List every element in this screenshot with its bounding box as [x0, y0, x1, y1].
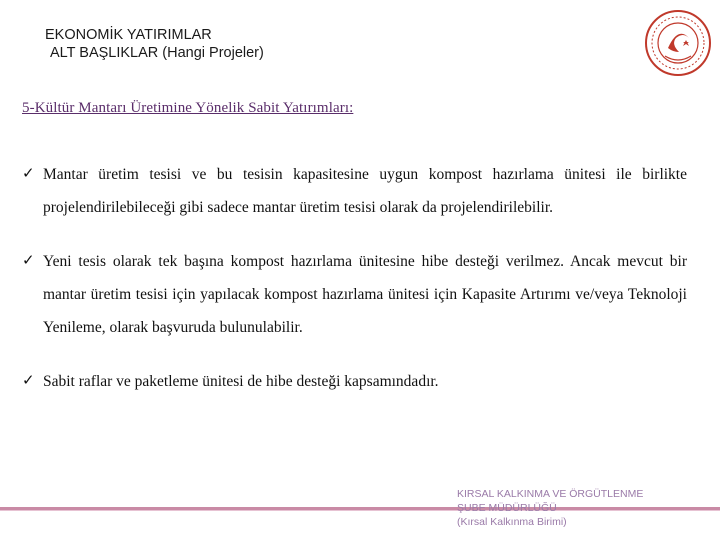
checkmark-icon: ✓ [22, 166, 35, 182]
list-item-text: Yeni tesis olarak tek başına kompost hazırlama ünitesine hibe desteği verilmez. Ancak mevcut bir mantar üretim tesisi için yapılacak kompost hazırlama ünitesi için Kapasite Artırımı ve/veya Teknoloji Yenileme, olarak başvuruda bulunulabilir. [43, 253, 687, 336]
checkmark-icon: ✓ [22, 253, 35, 269]
list-item [22, 245, 687, 344]
header-subtitle: ALT BAŞLIKLAR (Hangi Projeler) [50, 45, 264, 61]
footer-line-3: (Kırsal Kalkınma Birimi) [457, 516, 567, 528]
ministry-seal-icon [643, 8, 713, 78]
list-item-text: Mantar üretim tesisi ve bu tesisin kapasitesine uygun kompost hazırlama ünitesi ile birlikte projelendirilebileceği gibi sadece mantar üretim tesisi olarak da projelendirilebilir. [43, 166, 687, 216]
header-title: EKONOMİK YATIRIMLAR [45, 27, 212, 43]
header-block [45, 26, 264, 62]
list-item-text: Sabit raflar ve paketleme ünitesi de hibe desteği kapsamındadır. [43, 373, 439, 390]
section-title: 5-Kültür Mantarı Üretimine Yönelik Sabit Yatırımları: [22, 100, 354, 116]
list-item [22, 158, 687, 224]
checkmark-icon: ✓ [22, 373, 35, 389]
bullet-list [22, 158, 687, 398]
footer-line-2: ŞUBE MÜDÜRLÜĞÜ [457, 502, 557, 514]
footer-line-1: KIRSAL KALKINMA VE ÖRGÜTLENME [457, 488, 644, 500]
list-item [22, 365, 687, 398]
footer-text [457, 487, 643, 529]
